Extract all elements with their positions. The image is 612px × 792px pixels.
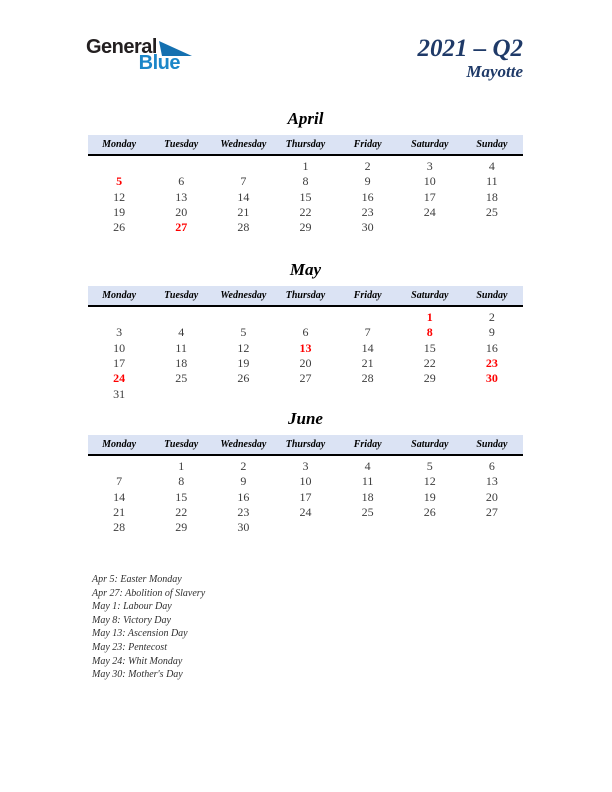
weekday-header-thursday: Thursday [285,138,326,150]
day-cell: 15 [423,340,436,355]
day-cell: 23 [237,505,250,520]
day-cell: 25 [361,505,374,520]
day-cell: 17 [299,489,312,504]
month-grid [88,307,523,402]
day-cell: 18 [485,189,498,204]
day-cell: 8 [426,325,433,340]
day-cell: 15 [299,189,312,204]
holiday-item: Apr 27: Abolition of Slavery [92,587,206,599]
day-cell: 5 [240,325,247,340]
day-cell: 20 [175,205,188,220]
month-june [88,410,523,536]
weekday-header-wednesday: Wednesday [220,438,267,450]
day-cell: 7 [240,174,247,189]
day-cell: 4 [488,158,495,173]
month-title: June [288,409,323,428]
day-cell: 2 [364,158,371,173]
day-cell: 3 [426,158,433,173]
day-cell: 16 [485,340,498,355]
day-cell: 19 [113,205,126,220]
day-cell: 26 [113,220,126,235]
weekday-header-monday: Monday [102,289,137,301]
day-cell: 31 [113,386,126,401]
day-cell: 26 [423,505,436,520]
day-cell: 27 [175,220,188,235]
day-cell: 13 [299,340,312,355]
week-row [88,310,523,325]
day-cell: 27 [485,505,498,520]
holiday-item: May 8: Victory Day [92,614,171,626]
day-cell: 9 [240,474,247,489]
logo-text-blue: Blue [138,52,180,74]
day-cell: 14 [361,340,374,355]
page-title: 2021 – Q2 [417,35,523,62]
weekday-header-monday: Monday [102,138,137,150]
weekday-header-tuesday: Tuesday [164,438,199,450]
weekday-header-thursday: Thursday [285,438,326,450]
day-cell: 23 [361,205,374,220]
day-cell: 20 [299,356,312,371]
weekday-header-saturday: Saturday [411,138,449,150]
day-cell: 24 [113,371,126,386]
week-row [88,205,523,220]
weekday-header-thursday: Thursday [285,289,326,301]
day-cell: 13 [175,189,188,204]
day-cell: 6 [302,325,309,340]
day-cell: 30 [361,220,374,235]
day-cell: 11 [486,174,498,189]
week-row [88,356,523,371]
day-cell: 14 [113,489,126,504]
weekday-header-tuesday: Tuesday [164,289,199,301]
day-cell: 8 [178,474,185,489]
day-cell: 1 [426,309,433,324]
month-grid [88,456,523,536]
weekday-header-saturday: Saturday [411,289,449,301]
week-row [88,189,523,204]
day-cell: 10 [299,474,312,489]
day-cell: 24 [299,505,312,520]
weekday-header-sunday: Sunday [476,138,508,150]
weekday-header-wednesday: Wednesday [220,138,267,150]
day-cell: 5 [426,458,433,473]
day-cell: 9 [364,174,371,189]
day-cell: 5 [116,174,123,189]
day-cell: 21 [113,505,126,520]
day-cell: 10 [113,340,126,355]
weekday-header-sunday: Sunday [476,289,508,301]
week-row [88,387,523,402]
day-cell: 11 [175,340,187,355]
week-row [88,371,523,386]
day-cell: 21 [237,205,250,220]
holiday-item: Apr 5: Easter Monday [92,574,182,585]
day-cell: 29 [423,371,436,386]
day-cell: 16 [237,489,250,504]
day-cell: 23 [485,356,498,371]
holiday-item: May 23: Pentecost [92,641,167,653]
day-cell: 22 [175,505,188,520]
day-cell: 1 [302,158,309,173]
month-grid [88,156,523,236]
day-cell: 29 [175,520,188,535]
day-cell: 29 [299,220,312,235]
day-cell: 30 [237,520,250,535]
weekday-header-monday: Monday [102,438,137,450]
month-title: May [289,260,322,279]
weekday-header-friday: Friday [353,138,382,150]
day-cell: 26 [237,371,250,386]
day-cell: 21 [361,356,374,371]
day-cell: 12 [113,189,126,204]
day-cell: 18 [175,356,188,371]
day-cell: 20 [485,489,498,504]
day-cell: 30 [485,371,498,386]
day-cell: 19 [423,489,436,504]
day-cell: 4 [364,458,371,473]
document-title-block [417,36,523,83]
month-title: April [287,109,324,128]
day-cell: 10 [423,174,436,189]
day-cell: 6 [488,458,495,473]
page-subtitle: Mayotte [466,62,523,82]
weekday-header-tuesday: Tuesday [164,138,199,150]
weekday-header-row [88,286,523,307]
week-row [88,520,523,535]
day-cell: 2 [240,458,247,473]
day-cell: 28 [237,220,250,235]
day-cell: 18 [361,489,374,504]
holiday-item: May 13: Ascension Day [92,628,188,640]
day-cell: 7 [116,474,123,489]
week-row [88,505,523,520]
day-cell: 4 [178,325,185,340]
day-cell: 28 [361,371,374,386]
day-cell: 24 [423,205,436,220]
weekday-header-row [88,135,523,156]
week-row [88,325,523,340]
day-cell: 8 [302,174,309,189]
day-cell: 22 [423,356,436,371]
week-row [88,159,523,174]
day-cell: 6 [178,174,185,189]
week-row [88,474,523,489]
month-may [88,261,523,402]
logo-text-general: General [86,36,157,58]
day-cell: 9 [488,325,495,340]
holiday-item: May 30: Mother's Day [92,669,183,681]
weekday-header-row [88,435,523,456]
day-cell: 25 [175,371,188,386]
holiday-item: May 24: Whit Monday [92,655,183,667]
week-row [88,220,523,235]
weekday-header-sunday: Sunday [476,438,508,450]
week-row [88,340,523,355]
week-row [88,174,523,189]
weekday-header-wednesday: Wednesday [220,289,267,301]
day-cell: 17 [113,356,126,371]
day-cell: 25 [485,205,498,220]
day-cell: 14 [237,189,250,204]
day-cell: 27 [299,371,312,386]
day-cell: 7 [364,325,371,340]
holiday-legend [92,573,205,682]
day-cell: 28 [113,520,126,535]
holiday-item: May 1: Labour Day [92,601,172,613]
day-cell: 19 [237,356,250,371]
weekday-header-friday: Friday [353,289,382,301]
day-cell: 3 [116,325,123,340]
day-cell: 16 [361,189,374,204]
day-cell: 11 [361,474,374,489]
month-april [88,110,523,236]
day-cell: 15 [175,489,188,504]
day-cell: 12 [237,340,250,355]
week-row [88,459,523,474]
day-cell: 12 [423,474,436,489]
general-blue-logo [86,37,192,73]
day-cell: 17 [423,189,436,204]
day-cell: 1 [178,458,185,473]
week-row [88,489,523,504]
weekday-header-saturday: Saturday [411,438,449,450]
day-cell: 13 [485,474,498,489]
day-cell: 3 [302,458,309,473]
weekday-header-friday: Friday [353,438,382,450]
day-cell: 2 [488,309,495,324]
day-cell: 22 [299,205,312,220]
